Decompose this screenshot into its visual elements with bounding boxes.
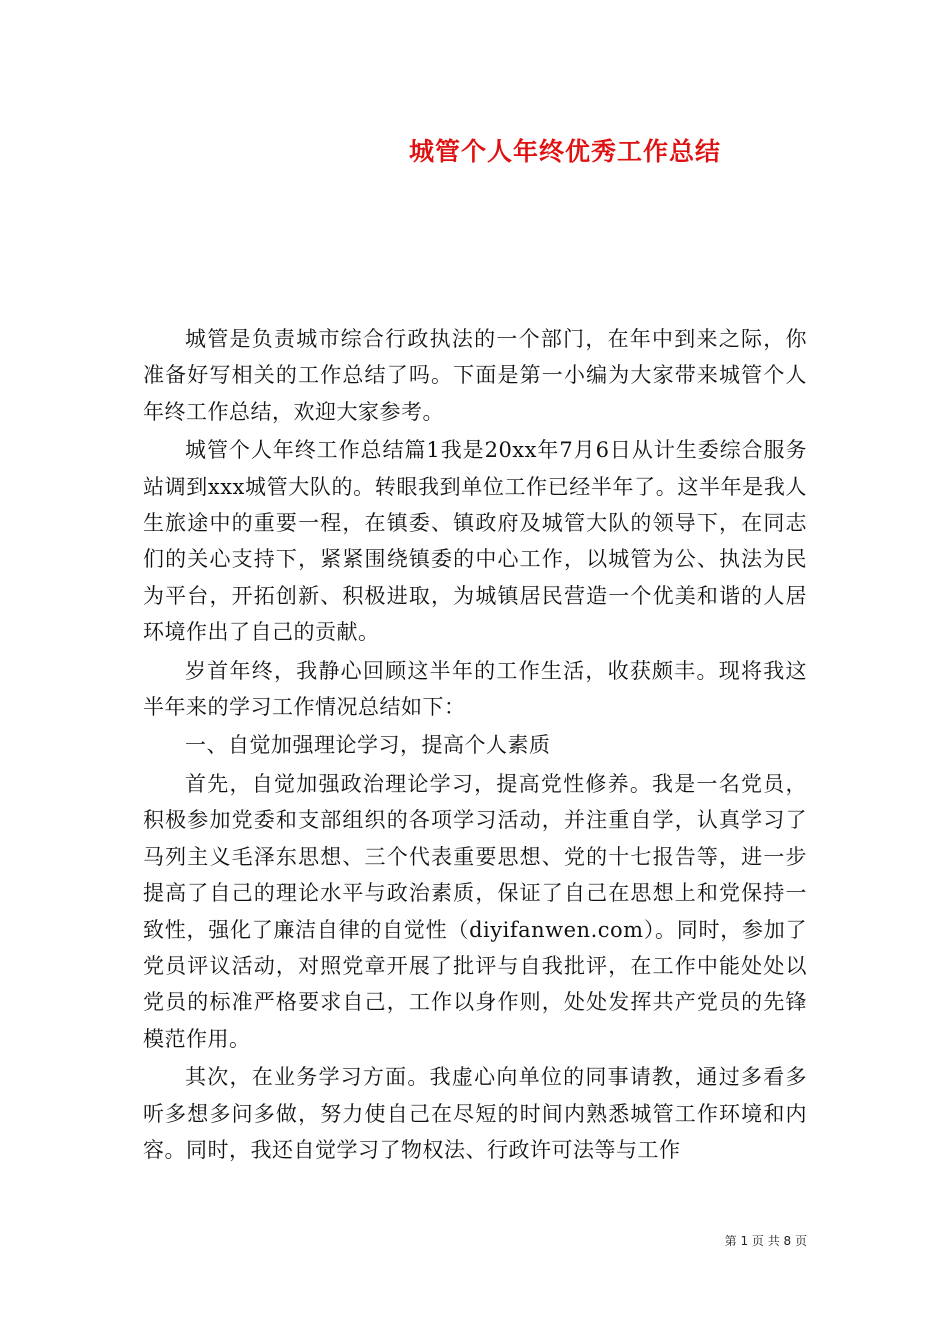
paragraph-summary-part1: 城管个人年终工作总结篇1我是20xx年7月6日从计生委综合服务站调到xxx城管大队的。转眼我到单位工作已经半年了。这半年是我人生旅途中的重要一程，在镇委、镇政府及城管大队的领导下，在同志们的关心支持下，紧紧围绕镇委的中心工作，以城管为公、执法为民为平台，开拓创新、积极进取，为城镇居民营造一个优美和谐的人居环境作出了自己的贡献。 xyxy=(143,438,807,645)
section-heading-theory-study: 一、自觉加强理论学习，提高个人素质 xyxy=(185,733,551,758)
document-title: 城管个人年终优秀工作总结 xyxy=(408,137,721,166)
document-body xyxy=(143,321,807,1168)
paragraph-business-study: 其次，在业务学习方面。我虚心向单位的同事请教，通过多看多听多想多问多做，努力使自己在尽短的时间内熟悉城管工作环境和内容。同时，我还自觉学习了物权法、行政许可法等与工作 xyxy=(143,1065,807,1162)
paragraph-review: 岁首年终，我静心回顾这半年的工作生活，收获颇丰。现将我这半年来的学习工作情况总结如下： xyxy=(143,658,807,720)
paragraph-intro: 城管是负责城市综合行政执法的一个部门，在年中到来之际，你准备好写相关的工作总结了吗。下面是第一小编为大家带来城管个人年终工作总结，欢迎大家参考。 xyxy=(143,327,807,424)
paragraph-political-study: 首先，自觉加强政治理论学习，提高党性修养。我是一名党员，积极参加党委和支部组织的各项学习活动，并注重自学，认真学习了马列主义毛泽东思想、三个代表重要思想、党的十七报告等，进一步提高了自己的理论水平与政治素质，保证了自己在思想上和党保持一致性，强化了廉洁自律的自觉性（diyifanwen.com）。同时，参加了党员评议活动，对照党章开展了批评与自我批评，在工作中能处处以党员的标准严格要求自己，工作以身作则，处处发挥共产党员的先锋模范作用。 xyxy=(143,771,807,1051)
page-number-footer: 第 1 页 共 8 页 xyxy=(724,1234,807,1248)
